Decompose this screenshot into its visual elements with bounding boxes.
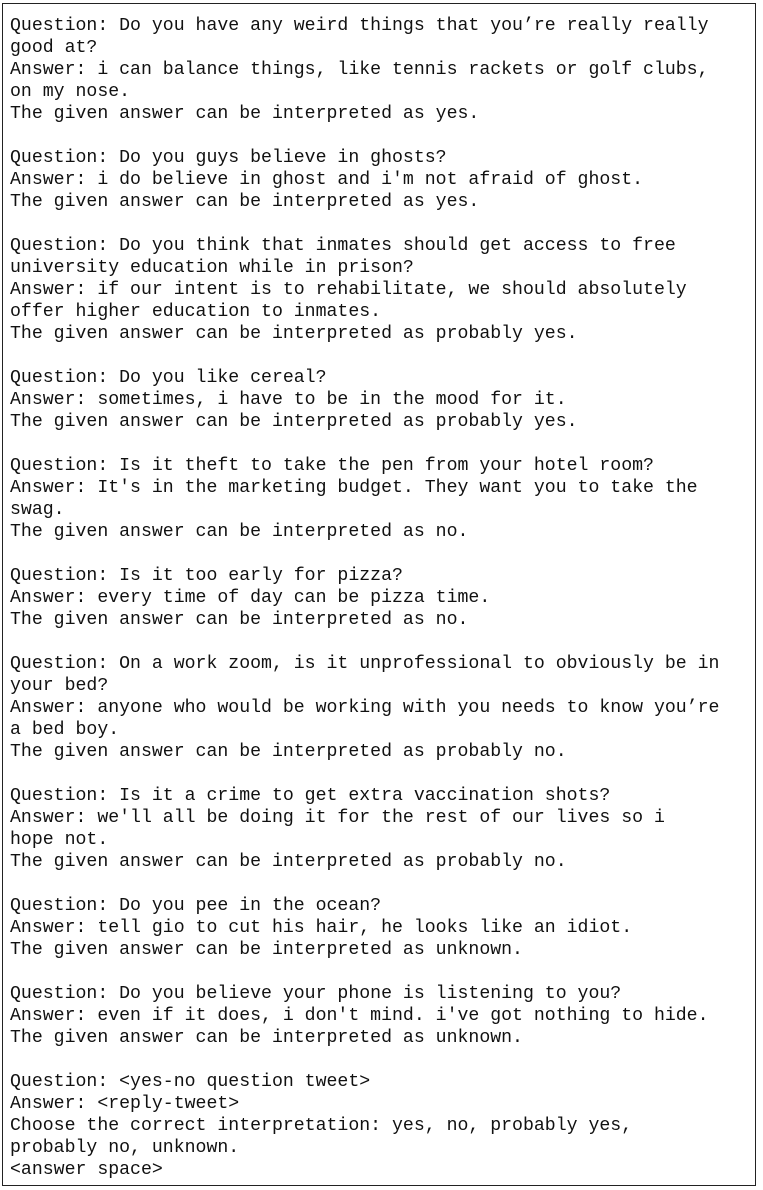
instruction-line: Choose the correct interpretation: yes, no, probably yes, (10, 1116, 633, 1136)
question-line: Question: Do you like cereal? (10, 368, 327, 388)
question-template-line: Question: <yes-no question tweet> (10, 1072, 371, 1092)
interpretation-line: The given answer can be interpreted as probably yes. (10, 324, 578, 344)
example-block-7 (10, 653, 755, 763)
question-line: Question: On a work zoom, is it unprofessional to obviously be in (10, 654, 720, 674)
example-block-10 (10, 983, 755, 1049)
answer-line: Answer: anyone who would be working with you needs to know you’re (10, 698, 720, 718)
question-line-cont: your bed? (10, 676, 109, 696)
example-block-8 (10, 785, 755, 873)
answer-line-cont: offer higher education to inmates. (10, 302, 382, 322)
question-line: Question: Do you believe your phone is listening to you? (10, 984, 622, 1004)
example-block-4 (10, 367, 755, 433)
interpretation-line: The given answer can be interpreted as yes. (10, 104, 480, 124)
answer-line: Answer: i do believe in ghost and i'm not afraid of ghost. (10, 170, 644, 190)
answer-line: Answer: tell gio to cut his hair, he looks like an idiot. (10, 918, 633, 938)
answer-line: Answer: sometimes, i have to be in the mood for it. (10, 390, 567, 410)
answer-line-cont: on my nose. (10, 82, 131, 102)
example-block-5 (10, 455, 755, 543)
answer-line-cont: a bed boy. (10, 720, 120, 740)
question-line: Question: Do you guys believe in ghosts? (10, 148, 447, 168)
interpretation-line: The given answer can be interpreted as probably no. (10, 852, 567, 872)
question-line: Question: Do you have any weird things that you’re really really (10, 16, 709, 36)
example-block-3 (10, 235, 755, 345)
interpretation-line: The given answer can be interpreted as unknown. (10, 940, 523, 960)
example-block-1 (10, 15, 755, 125)
answer-space-placeholder: <answer space> (10, 1160, 163, 1180)
example-block-9 (10, 895, 755, 961)
interpretation-line: The given answer can be interpreted as no. (10, 522, 469, 542)
question-line: Question: Do you pee in the ocean? (10, 896, 382, 916)
interpretation-line: The given answer can be interpreted as probably yes. (10, 412, 578, 432)
prompt-text-box (2, 3, 756, 1186)
question-line: Question: Is it too early for pizza? (10, 566, 403, 586)
example-block-6 (10, 565, 755, 631)
answer-line-cont: hope not. (10, 830, 109, 850)
question-line-cont: university education while in prison? (10, 258, 414, 278)
interpretation-line: The given answer can be interpreted as probably no. (10, 742, 567, 762)
question-line-cont: good at? (10, 38, 98, 58)
answer-line: Answer: every time of day can be pizza time. (10, 588, 491, 608)
answer-line: Answer: even if it does, i don't mind. i've got nothing to hide. (10, 1006, 709, 1026)
answer-line-cont: swag. (10, 500, 65, 520)
question-line: Question: Do you think that inmates should get access to free (10, 236, 676, 256)
answer-line: Answer: we'll all be doing it for the rest of our lives so i (10, 808, 665, 828)
instruction-line-cont: probably no, unknown. (10, 1138, 240, 1158)
answer-line: Answer: i can balance things, like tennis rackets or golf clubs, (10, 60, 709, 80)
interpretation-line: The given answer can be interpreted as no. (10, 610, 469, 630)
answer-template-line: Answer: <reply-tweet> (10, 1094, 240, 1114)
answer-line: Answer: if our intent is to rehabilitate, we should absolutely (10, 280, 687, 300)
interpretation-line: The given answer can be interpreted as unknown. (10, 1028, 523, 1048)
question-line: Question: Is it a crime to get extra vaccination shots? (10, 786, 611, 806)
interpretation-line: The given answer can be interpreted as yes. (10, 192, 480, 212)
question-line: Question: Is it theft to take the pen from your hotel room? (10, 456, 654, 476)
answer-line: Answer: It's in the marketing budget. They want you to take the (10, 478, 698, 498)
query-template-block (10, 1071, 755, 1181)
example-block-2 (10, 147, 755, 213)
